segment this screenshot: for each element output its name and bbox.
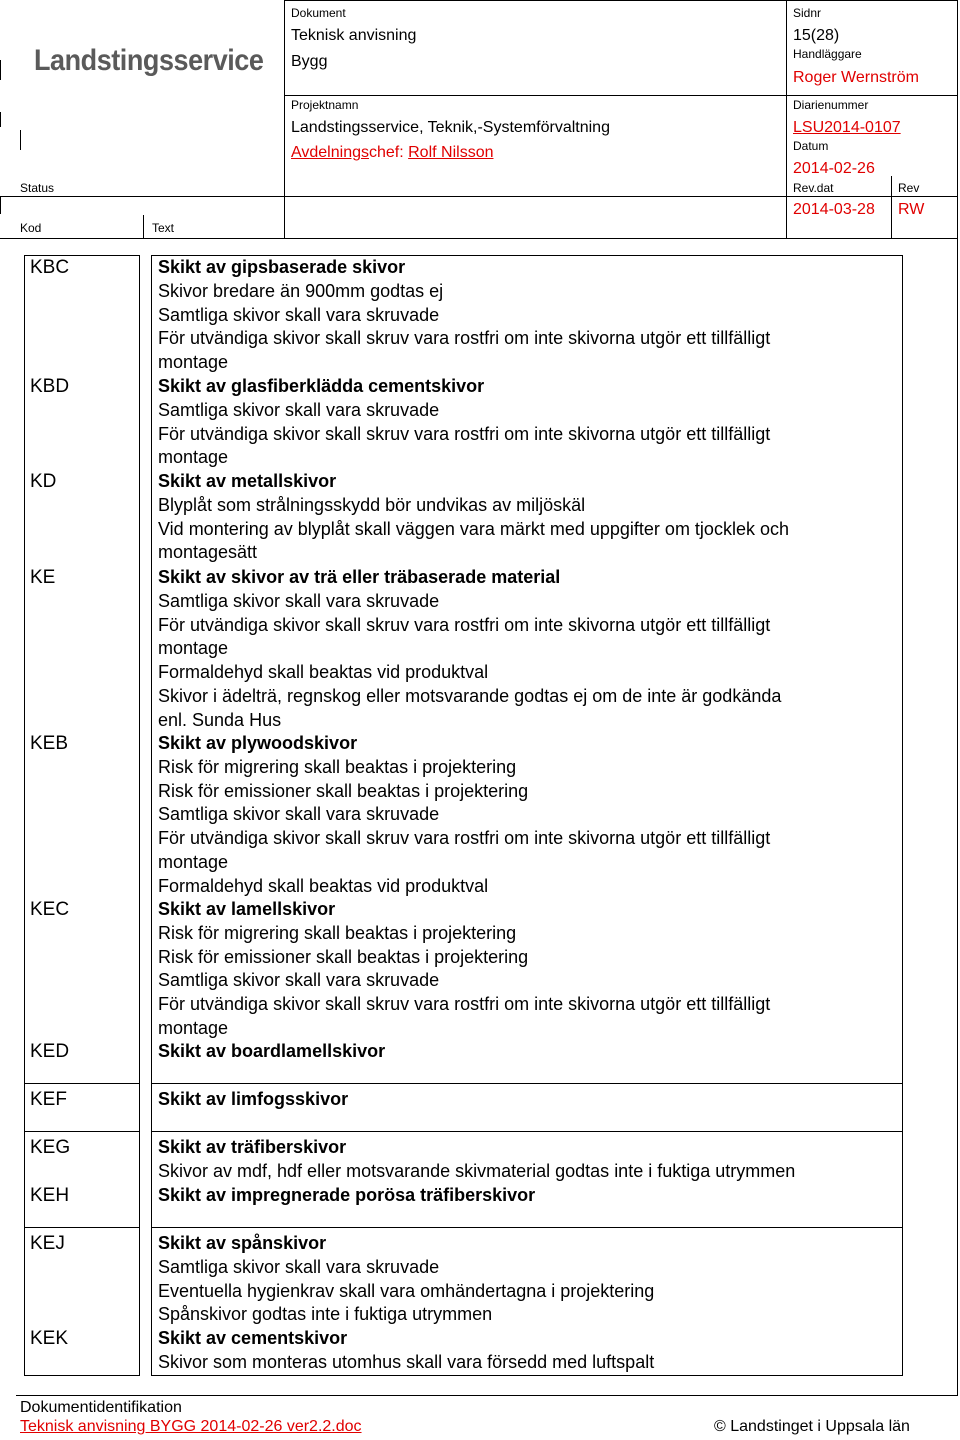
header-mark — [0, 112, 1, 127]
row-line: För utvändiga skivor skall skruv vara rostfri om inte skivorna utgör ett tillfälligt — [158, 328, 771, 349]
copyright: © Landstinget i Uppsala län — [714, 1418, 910, 1435]
row-text-kbd — [158, 375, 898, 470]
header-rule — [0, 238, 957, 239]
row-code-ked: KED — [30, 1041, 70, 1062]
row-line: Samtliga skivor skall vara skruvade — [158, 590, 440, 611]
row-text-keg — [158, 1136, 898, 1184]
header-rule — [284, 0, 285, 238]
row-code-keh: KEH — [30, 1185, 70, 1206]
row-line: För utvändiga skivor skall skruv vara rostfri om inte skivorna utgör ett tillfälligt — [158, 994, 771, 1015]
row-line: För utvändiga skivor skall skruv vara rostfri om inte skivorna utgör ett tillfälligt — [158, 614, 771, 635]
row-title: Skikt av plywoodskivor — [158, 733, 358, 753]
row-text-kec — [158, 898, 898, 1041]
header-mark — [20, 130, 21, 150]
row-title: Skikt av spånskivor — [158, 1233, 327, 1253]
row-text-keh — [158, 1184, 898, 1208]
row-line: montage — [158, 352, 229, 373]
row-text-ked — [158, 1040, 898, 1064]
row-line: Samtliga skivor skall vara skruvade — [158, 1256, 440, 1277]
footer-rule — [16, 1395, 958, 1396]
row-separator — [151, 1131, 903, 1132]
header-rule — [0, 196, 957, 197]
row-line: Risk för emissioner skall beaktas i projektering — [158, 946, 529, 967]
datum-value: 2014-02-26 — [793, 160, 875, 177]
row-title: Skikt av metallskivor — [158, 471, 337, 491]
kod-label: Kod — [20, 221, 42, 235]
sidnr-value: 15(28) — [793, 27, 840, 44]
row-line: Risk för migrering skall beaktas i projektering — [158, 922, 517, 943]
avdelning-link[interactable]: Avdelnings — [291, 144, 369, 161]
row-line: Formaldehyd skall beaktas vid produktval — [158, 662, 489, 683]
projektnamn-label: Projektnamn — [291, 98, 359, 112]
doc-id-label: Dokumentidentifikation — [20, 1399, 182, 1416]
row-line: Skivor som monteras utomhus skall vara försedd med luftspalt — [158, 1351, 655, 1372]
row-line: Samtliga skivor skall vara skruvade — [158, 970, 440, 991]
chef-name-link[interactable]: Rolf Nilsson — [408, 144, 494, 161]
row-text-keb — [158, 732, 898, 899]
row-line: Formaldehyd skall beaktas vid produktval — [158, 875, 489, 896]
row-title: Skikt av cementskivor — [158, 1328, 348, 1348]
row-line: För utvändiga skivor skall skruv vara rostfri om inte skivorna utgör ett tillfälligt — [158, 423, 771, 444]
row-title: Skikt av träfiberskivor — [158, 1137, 347, 1157]
rev-label: Rev — [898, 181, 920, 195]
row-line: montagesätt — [158, 542, 258, 563]
handlaggare-value: Roger Wernström — [793, 69, 919, 86]
revdat-value: 2014-03-28 — [793, 201, 875, 218]
row-title: Skikt av glasfiberklädda cementskivor — [158, 376, 485, 396]
row-line: Skivor bredare än 900mm godtas ej — [158, 280, 444, 301]
row-text-kef — [158, 1088, 898, 1112]
dokument-label: Dokument — [291, 6, 346, 20]
row-title: Skikt av skivor av trä eller träbaserade material — [158, 567, 561, 587]
row-separator — [24, 1083, 140, 1084]
row-line: Spånskivor godtas inte i fuktiga utrymmen — [158, 1304, 493, 1325]
row-line: enl. Sunda Hus — [158, 709, 282, 730]
header-rule — [143, 215, 144, 238]
row-line: Vid montering av blyplåt skall väggen vara märkt med uppgifter om tjocklek och — [158, 518, 789, 539]
row-text-kek — [158, 1327, 898, 1375]
row-line: montage — [158, 1017, 229, 1038]
text-label: Text — [152, 221, 175, 235]
row-title: Skikt av impregnerade porösa träfiberskivor — [158, 1185, 536, 1205]
row-line: Samtliga skivor skall vara skruvade — [158, 804, 440, 825]
header-rule — [284, 95, 957, 96]
row-line: Skivor i ädelträ, regnskog eller motsvarande godtas ej om de inte är godkända — [158, 685, 782, 706]
revdat-label: Rev.dat — [793, 181, 834, 195]
handlaggare-label: Handläggare — [793, 47, 862, 61]
row-text-kbc — [158, 256, 898, 375]
row-title: Skikt av boardlamellskivor — [158, 1041, 386, 1061]
row-line: Samtliga skivor skall vara skruvade — [158, 399, 440, 420]
row-line: För utvändiga skivor skall skruv vara rostfri om inte skivorna utgör ett tillfälligt — [158, 828, 771, 849]
landstingsservice-logo — [26, 38, 266, 84]
page-border — [957, 0, 958, 1395]
datum-label: Datum — [793, 139, 829, 153]
row-line: Eventuella hygienkrav skall vara omhändertagna i projektering — [158, 1280, 655, 1301]
row-code-kbc: KBC — [30, 257, 70, 278]
row-line: Risk för emissioner skall beaktas i projektering — [158, 780, 529, 801]
row-line: montage — [158, 638, 229, 659]
row-line: montage — [158, 447, 229, 468]
status-label: Status — [20, 181, 55, 195]
row-title: Skikt av limfogsskivor — [158, 1089, 349, 1109]
chef-text: chef: — [368, 144, 409, 161]
dokument-value-2: Bygg — [291, 53, 328, 70]
avdelningschef-line — [291, 143, 493, 162]
header-mark — [0, 60, 1, 80]
row-code-kej: KEJ — [30, 1233, 65, 1254]
row-code-keb: KEB — [30, 733, 69, 754]
header-rule — [786, 0, 787, 238]
header-rule — [891, 176, 892, 238]
header-mark — [0, 196, 1, 214]
row-line: Skivor av mdf, hdf eller motsvarande skivmaterial godtas inte i fuktiga utrymmen — [158, 1160, 796, 1181]
row-code-kec: KEC — [30, 899, 70, 920]
row-line: montage — [158, 851, 229, 872]
dokument-value: Teknisk anvisning — [291, 27, 417, 44]
rev-value: RW — [898, 201, 925, 218]
row-code-keg: KEG — [30, 1137, 71, 1158]
doc-id-link[interactable]: Teknisk anvisning BYGG 2014-02-26 ver2.2.doc — [20, 1418, 362, 1435]
row-separator — [151, 1227, 903, 1228]
row-separator — [24, 1131, 140, 1132]
sidnr-label: Sidnr — [793, 6, 822, 20]
projektnamn-value: Landstingsservice, Teknik,-Systemförvaltning — [291, 119, 610, 136]
row-line: Samtliga skivor skall vara skruvade — [158, 304, 440, 325]
row-text-ke — [158, 566, 898, 733]
row-line: Risk för migrering skall beaktas i projektering — [158, 756, 517, 777]
row-code-kef: KEF — [30, 1089, 67, 1110]
header-rule — [284, 0, 957, 1]
row-code-ke: KE — [30, 567, 56, 588]
row-text-kej — [158, 1232, 898, 1327]
row-code-kd: KD — [30, 471, 57, 492]
diarienummer-label: Diarienummer — [793, 98, 869, 112]
logo-text: Landstingsservice — [34, 44, 264, 77]
row-title: Skikt av lamellskivor — [158, 899, 336, 919]
row-line: Blyplåt som strålningsskydd bör undvikas av miljöskäl — [158, 494, 586, 515]
row-text-kd — [158, 470, 898, 565]
row-title: Skikt av gipsbaserade skivor — [158, 257, 406, 277]
row-separator — [151, 1083, 903, 1084]
row-separator — [24, 1227, 140, 1228]
row-code-kbd: KBD — [30, 376, 70, 397]
code-column-box — [24, 255, 140, 1376]
row-code-kek: KEK — [30, 1328, 69, 1349]
diarienummer-value[interactable]: LSU2014-0107 — [793, 119, 901, 136]
